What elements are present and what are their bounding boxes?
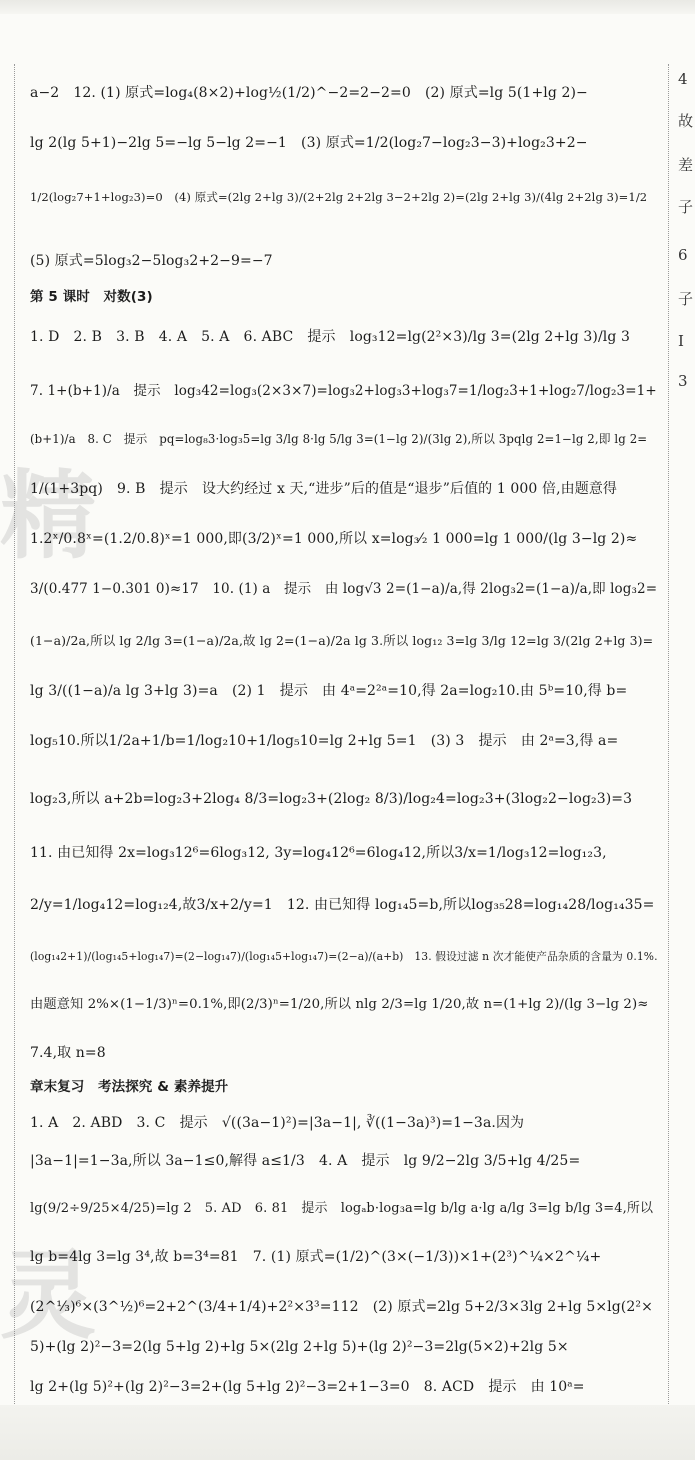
- edge-char-6: 子: [678, 290, 694, 308]
- page-bottom-edge: [0, 1405, 695, 1460]
- text-line-22: 1. A 2. ABD 3. C 提示 √((3a−1)²)=|3a−1|, ∛((1−3a)³)=1−3a.因为: [30, 1115, 525, 1131]
- text-line-10: 1.2ˣ/0.8ˣ=(1.2/0.8)ˣ=1 000,即(3/2)ˣ=1 000,所以 x=log₃⁄₂ 1 000=lg 1 000/(lg 3−lg 2)≈: [30, 531, 638, 547]
- text-line-18: (log₁₄2+1)/(log₁₄5+log₁₄7)=(2−log₁₄7)/(log₁₄5+log₁₄7)=(2−a)/(a+b) 13. 假设过滤 n 次才能使产品杂质的含量为 0.1%.: [30, 950, 658, 963]
- watermark-glyph-2: 灵: [0, 1240, 90, 1352]
- text-line-7: 7. 1+(b+1)/a 提示 log₃42=log₃(2×3×7)=log₃2+log₃3+log₃7=1/log₂3+1+log₂7/log₂3=1+: [30, 383, 657, 399]
- edge-char-8: 3: [678, 372, 688, 390]
- text-line-14: log₅10.所以1/2a+1/b=1/log₂10+1/log₅10=lg 2+lg 5=1 (3) 3 提示 由 2ᵃ=3,得 a=: [30, 733, 619, 749]
- text-line-23: |3a−1|=1−3a,所以 3a−1≤0,解得 a≤1/3 4. A 提示 lg 9/2−2lg 3/5+lg 4/25=: [30, 1153, 581, 1169]
- text-line-16: 11. 由已知得 2x=log₃12⁶=6log₃12, 3y=log₄12⁶=6log₄12,所以3/x=1/log₃12=log₁₂3,: [30, 845, 607, 861]
- text-line-4: (5) 原式=5log₃2−5log₃2+2−9=−7: [30, 253, 273, 269]
- text-line-27: 5)+(lg 2)²−3=2(lg 5+lg 2)+lg 5×(2lg 2+lg 5)+(lg 2)²−3=2lg(5×2)+2lg 5×: [30, 1339, 569, 1355]
- left-dotted-margin: [14, 64, 15, 1404]
- text-line-3: 1/2(log₂7+1+log₂3)=0 (4) 原式=(2lg 2+lg 3)/(2+2lg 2+2lg 3−2+2lg 2)=(2lg 2+lg 3)/(4lg 2+2lg 3)=1/2: [30, 190, 648, 204]
- page-top-edge: [0, 0, 695, 14]
- text-line-17: 2/y=1/log₄12=log₁₂4,故3/x+2/y=1 12. 由已知得 log₁₄5=b,所以log₃₅28=log₁₄28/log₁₄35=: [30, 897, 655, 913]
- text-line-13: lg 3/((1−a)/a lg 3+lg 3)=a (2) 1 提示 由 4ᵃ=2²ᵃ=10,得 2a=log₂10.由 5ᵇ=10,得 b=: [30, 683, 628, 699]
- edge-char-7: I: [678, 332, 684, 350]
- text-line-6: 1. D 2. B 3. B 4. A 5. A 6. ABC 提示 log₃12=lg(2²×3)/lg 3=(2lg 2+lg 3)/lg 3: [30, 329, 630, 345]
- watermark-glyph-1: 精: [0, 460, 90, 572]
- edge-char-2: 故: [678, 112, 694, 130]
- section-heading-chapter-review: 章末复习 考法探究 & 素养提升: [30, 1079, 229, 1095]
- text-line-11: 3/(0.477 1−0.301 0)≈17 10. (1) a 提示 由 log√3 2=(1−a)/a,得 2log₃2=(1−a)/a,即 log₃2=: [30, 581, 658, 597]
- edge-char-3: 差: [678, 156, 694, 174]
- text-line-28: lg 2+(lg 5)²+(lg 2)²−3=2+(lg 5+lg 2)²−3=2+1−3=0 8. ACD 提示 由 10ᵃ=: [30, 1379, 585, 1395]
- text-line-8: (b+1)/a 8. C 提示 pq=log₈3·log₃5=lg 3/lg 8·lg 5/lg 3=(1−lg 2)/(3lg 2),所以 3pqlg 2=1−lg 2,即 lg 2=: [30, 432, 648, 446]
- edge-char-1: 4: [678, 70, 688, 88]
- text-line-25: lg b=4lg 3=lg 3⁴,故 b=3⁴=81 7. (1) 原式=(1/2)^(3×(−1/3))×1+(2³)^¼×2^¼+: [30, 1249, 602, 1265]
- text-line-24: lg(9/2÷9/25×4/25)=lg 2 5. AD 6. 81 提示 logₐb·log₃a=lg b/lg a·lg a/lg 3=lg b/lg 3=4,所以: [30, 1201, 654, 1216]
- text-line-12: (1−a)/2a,所以 lg 2/lg 3=(1−a)/2a,故 lg 2=(1−a)/2a lg 3.所以 log₁₂ 3=lg 3/lg 12=lg 3/(2lg 2+lg 3)=: [30, 633, 654, 648]
- text-line-19: 由题意知 2%×(1−1/3)ⁿ=0.1%,即(2/3)ⁿ=1/20,所以 nlg 2/3=lg 1/20,故 n=(1+lg 2)/(lg 3−lg 2)≈: [30, 997, 649, 1012]
- right-dotted-margin: [668, 64, 669, 1404]
- text-line-9: 1/(1+3pq) 9. B 提示 设大约经过 x 天,“进步”后的值是“退步”后值的 1 000 倍,由题意得: [30, 481, 618, 497]
- edge-char-4: 子: [678, 198, 694, 216]
- text-line-26: (2^⅓)⁶×(3^½)⁶=2+2^(3/4+1/4)+2²×3³=112 (2) 原式=2lg 5+2/3×3lg 2+lg 5×lg(2²×: [30, 1299, 653, 1315]
- section-heading-lesson-5: 第 5 课时 对数(3): [30, 289, 153, 305]
- edge-char-5: 6: [678, 246, 688, 264]
- text-line-15: log₂3,所以 a+2b=log₂3+2log₄ 8/3=log₂3+(2log₂ 8/3)/log₂4=log₂3+(3log₂2−log₂3)=3: [30, 791, 633, 807]
- text-line-2: lg 2(lg 5+1)−2lg 5=−lg 5−lg 2=−1 (3) 原式=1/2(log₂7−log₂3−3)+log₂3+2−: [30, 135, 588, 151]
- text-line-20: 7.4,取 n=8: [30, 1045, 106, 1061]
- text-line-1: a−2 12. (1) 原式=log₄(8×2)+log½(1/2)^−2=2−2=0 (2) 原式=lg 5(1+lg 2)−: [30, 85, 588, 101]
